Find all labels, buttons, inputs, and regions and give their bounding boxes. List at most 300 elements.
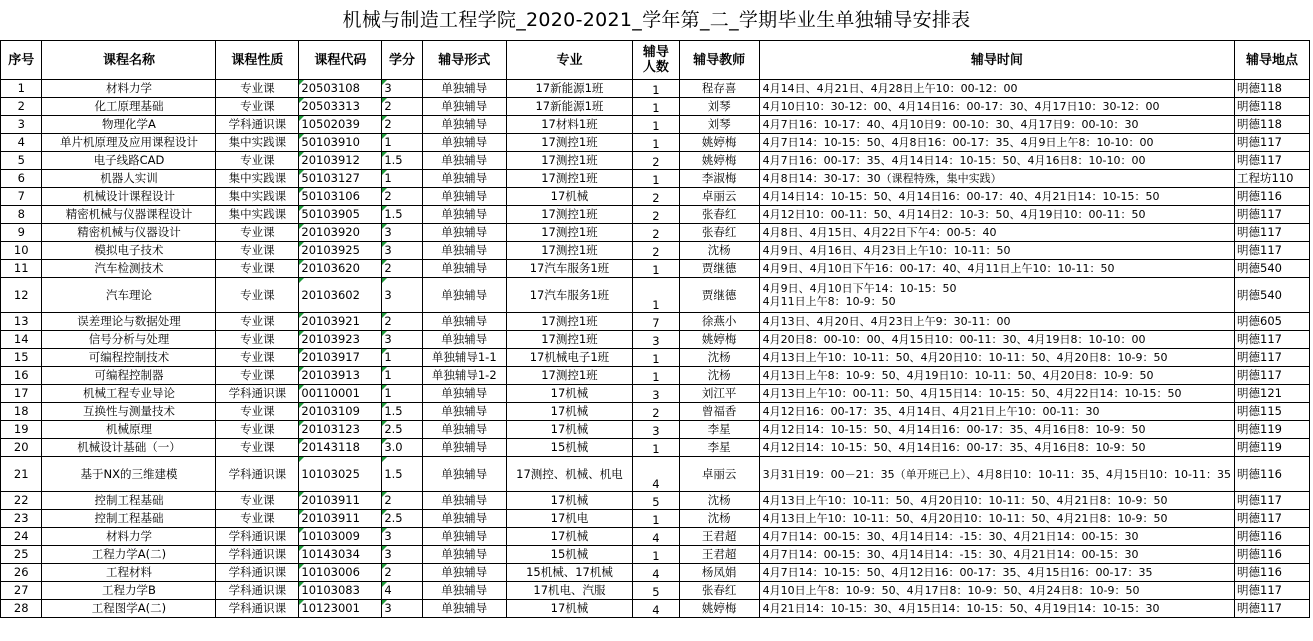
cell-time[interactable]: 4月12日16：00-17：35、4月14日、4月21日上午10：00-11：30 (759, 403, 1234, 421)
cell-course-type[interactable]: 专业课 (216, 349, 299, 367)
cell-count[interactable]: 1 (633, 278, 680, 313)
cell-course-code[interactable]: 20503108 (299, 80, 382, 98)
cell-time[interactable]: 3月31日19：00－21：35（单开班已上）、4月8日10：10-11：35、4月15日10：10-11：35 (759, 457, 1234, 492)
cell-course-name[interactable]: 机械设计课程设计 (42, 188, 216, 206)
cell-count[interactable]: 2 (633, 152, 680, 170)
cell-count[interactable]: 1 (633, 439, 680, 457)
cell-teacher[interactable]: 李淑梅 (679, 170, 759, 188)
cell-course-type[interactable]: 专业课 (216, 421, 299, 439)
cell-count[interactable]: 2 (633, 242, 680, 260)
cell-course-name[interactable]: 可编程控制器 (42, 367, 216, 385)
cell-format[interactable]: 单独辅导 (422, 510, 506, 528)
cell-credit[interactable]: 3 (382, 278, 422, 313)
cell-course-type[interactable]: 集中实践课 (216, 170, 299, 188)
cell-count[interactable]: 1 (633, 260, 680, 278)
cell-course-type[interactable]: 学科通识课 (216, 546, 299, 564)
cell-format[interactable]: 单独辅导 (422, 98, 506, 116)
cell-major[interactable]: 17机械 (506, 600, 632, 618)
cell-major[interactable]: 17测控1班 (506, 134, 632, 152)
cell-major[interactable]: 17测控1班 (506, 152, 632, 170)
header-cell-count[interactable] (633, 41, 680, 80)
cell-time[interactable]: 4月7日16：10-17：40、4月10日9：00-10：30、4月17日9：00-10：30 (759, 116, 1234, 134)
cell-teacher[interactable]: 李星 (679, 439, 759, 457)
cell-format[interactable]: 单独辅导 (422, 80, 506, 98)
cell-course-type[interactable]: 专业课 (216, 439, 299, 457)
cell-time[interactable]: 4月21日14：10-15：30、4月15日14：10-15：50、4月19日14：10-15：30 (759, 600, 1234, 618)
cell-location[interactable]: 明德115 (1235, 403, 1310, 421)
cell-course-type[interactable]: 专业课 (216, 98, 299, 116)
cell-course-type[interactable]: 学科通识课 (216, 582, 299, 600)
cell-course-type[interactable]: 专业课 (216, 403, 299, 421)
cell-format[interactable]: 单独辅导 (422, 582, 506, 600)
cell-credit[interactable]: 2 (382, 492, 422, 510)
cell-time[interactable]: 4月8日、4月15日、4月22日下午4：00-5：40 (759, 224, 1234, 242)
cell-count[interactable]: 2 (633, 206, 680, 224)
cell-credit[interactable]: 3 (382, 331, 422, 349)
header-cell-credit[interactable]: 学分 (382, 41, 422, 80)
cell-location[interactable]: 明德117 (1235, 134, 1310, 152)
cell-index[interactable]: 12 (1, 278, 42, 313)
cell-course-name[interactable]: 汽车检测技术 (42, 260, 216, 278)
cell-major[interactable]: 17机械电子1班 (506, 349, 632, 367)
cell-format[interactable]: 单独辅导 (422, 206, 506, 224)
cell-index[interactable]: 26 (1, 564, 42, 582)
cell-credit[interactable]: 1 (382, 170, 422, 188)
cell-course-code[interactable]: 50103106 (299, 188, 382, 206)
cell-time[interactable]: 4月8日14：30-17：30（课程特殊，集中实践） (759, 170, 1234, 188)
cell-index[interactable]: 20 (1, 439, 42, 457)
cell-teacher[interactable]: 李星 (679, 421, 759, 439)
cell-time[interactable]: 4月9日、4月16日、4月23日上午10：10-11：50 (759, 242, 1234, 260)
cell-location[interactable]: 明德119 (1235, 421, 1310, 439)
cell-course-name[interactable]: 机器人实训 (42, 170, 216, 188)
cell-format[interactable]: 单独辅导 (422, 134, 506, 152)
cell-course-type[interactable]: 专业课 (216, 367, 299, 385)
cell-course-name[interactable]: 汽车理论 (42, 278, 216, 313)
cell-teacher[interactable]: 王君超 (679, 528, 759, 546)
cell-format[interactable]: 单独辅导 (422, 403, 506, 421)
cell-index[interactable]: 8 (1, 206, 42, 224)
cell-index[interactable]: 15 (1, 349, 42, 367)
cell-count[interactable]: 1 (633, 367, 680, 385)
cell-teacher[interactable]: 沈杨 (679, 349, 759, 367)
header-cell-teacher[interactable]: 辅导教师 (679, 41, 759, 80)
cell-course-name[interactable]: 物理化学A (42, 116, 216, 134)
cell-location[interactable]: 明德117 (1235, 152, 1310, 170)
cell-course-name[interactable]: 信号分析与处理 (42, 331, 216, 349)
cell-teacher[interactable]: 刘江平 (679, 385, 759, 403)
cell-major[interactable]: 15机械 (506, 546, 632, 564)
cell-major[interactable]: 17测控1班 (506, 224, 632, 242)
cell-course-type[interactable]: 专业课 (216, 224, 299, 242)
cell-course-type[interactable]: 学科通识课 (216, 457, 299, 492)
cell-course-code[interactable]: 20103123 (299, 421, 382, 439)
cell-index[interactable]: 5 (1, 152, 42, 170)
cell-count[interactable]: 1 (633, 80, 680, 98)
cell-location[interactable]: 明德117 (1235, 331, 1310, 349)
cell-count[interactable]: 5 (633, 582, 680, 600)
cell-course-code[interactable]: 20103620 (299, 260, 382, 278)
cell-teacher[interactable]: 沈杨 (679, 510, 759, 528)
cell-time[interactable]: 4月20日8：00-10：00、4月15日10：00-11：30、4月19日8：10-10：00 (759, 331, 1234, 349)
cell-teacher[interactable]: 张春红 (679, 582, 759, 600)
cell-credit[interactable]: 1.5 (382, 152, 422, 170)
cell-format[interactable]: 单独辅导 (422, 492, 506, 510)
cell-count[interactable]: 2 (633, 403, 680, 421)
cell-format[interactable]: 单独辅导 (422, 528, 506, 546)
cell-location[interactable]: 明德540 (1235, 260, 1310, 278)
cell-course-type[interactable]: 集中实践课 (216, 134, 299, 152)
cell-teacher[interactable]: 沈杨 (679, 492, 759, 510)
cell-major[interactable]: 17机械 (506, 403, 632, 421)
cell-count[interactable]: 1 (633, 546, 680, 564)
cell-location[interactable]: 明德117 (1235, 242, 1310, 260)
cell-major[interactable]: 17测控1班 (506, 313, 632, 331)
cell-course-code[interactable]: 50103127 (299, 170, 382, 188)
cell-credit[interactable]: 3 (382, 224, 422, 242)
cell-index[interactable]: 14 (1, 331, 42, 349)
cell-count[interactable]: 7 (633, 313, 680, 331)
cell-format[interactable]: 单独辅导 (422, 170, 506, 188)
cell-course-code[interactable]: 20103109 (299, 403, 382, 421)
cell-time[interactable]: 4月13日上午10：00-11：50、4月15日14：10-15：50、4月22日14：10-15：50 (759, 385, 1234, 403)
cell-course-code[interactable]: 20103911 (299, 492, 382, 510)
cell-index[interactable]: 6 (1, 170, 42, 188)
cell-location[interactable]: 明德117 (1235, 367, 1310, 385)
cell-course-type[interactable]: 专业课 (216, 260, 299, 278)
cell-course-name[interactable]: 机械工程专业导论 (42, 385, 216, 403)
cell-credit[interactable]: 3.0 (382, 439, 422, 457)
cell-format[interactable]: 单独辅导1-2 (422, 367, 506, 385)
cell-location[interactable]: 明德118 (1235, 116, 1310, 134)
cell-location[interactable]: 明德605 (1235, 313, 1310, 331)
cell-course-code[interactable]: 20103913 (299, 367, 382, 385)
cell-course-code[interactable]: 10103025 (299, 457, 382, 492)
cell-credit[interactable]: 1 (382, 134, 422, 152)
cell-course-name[interactable]: 工程图学A(二) (42, 600, 216, 618)
cell-course-name[interactable]: 可编程控制技术 (42, 349, 216, 367)
cell-credit[interactable]: 2.5 (382, 421, 422, 439)
cell-teacher[interactable]: 贾继德 (679, 260, 759, 278)
cell-major[interactable]: 17机械 (506, 528, 632, 546)
cell-course-name[interactable]: 工程力学B (42, 582, 216, 600)
cell-course-name[interactable]: 机械原理 (42, 421, 216, 439)
cell-teacher[interactable]: 沈杨 (679, 242, 759, 260)
cell-course-code[interactable]: 20103602 (299, 278, 382, 313)
cell-count[interactable]: 1 (633, 170, 680, 188)
cell-course-type[interactable]: 专业课 (216, 278, 299, 313)
cell-teacher[interactable]: 姚婷梅 (679, 152, 759, 170)
cell-time[interactable]: 4月12日14：10-15：50、4月14日16：00-17：35、4月16日8：10-9：50 (759, 439, 1234, 457)
cell-course-code[interactable]: 50103905 (299, 206, 382, 224)
cell-course-code[interactable]: 20503313 (299, 98, 382, 116)
cell-course-name[interactable]: 基于NX的三维建模 (42, 457, 216, 492)
cell-major[interactable]: 17机械 (506, 421, 632, 439)
cell-index[interactable]: 3 (1, 116, 42, 134)
cell-teacher[interactable]: 杨凤娟 (679, 564, 759, 582)
cell-major[interactable]: 17汽车服务1班 (506, 260, 632, 278)
cell-credit[interactable]: 1 (382, 367, 422, 385)
cell-location[interactable]: 明德121 (1235, 385, 1310, 403)
cell-credit[interactable]: 4 (382, 582, 422, 600)
cell-index[interactable]: 28 (1, 600, 42, 618)
cell-location[interactable]: 明德116 (1235, 188, 1310, 206)
cell-location[interactable]: 明德119 (1235, 439, 1310, 457)
cell-major[interactable]: 17测控、机械、机电 (506, 457, 632, 492)
cell-major[interactable]: 17机械 (506, 188, 632, 206)
cell-teacher[interactable]: 卓丽云 (679, 457, 759, 492)
cell-index[interactable]: 13 (1, 313, 42, 331)
cell-count[interactable]: 4 (633, 564, 680, 582)
cell-location[interactable]: 明德118 (1235, 80, 1310, 98)
cell-teacher[interactable]: 程存喜 (679, 80, 759, 98)
cell-course-name[interactable]: 材料力学 (42, 80, 216, 98)
cell-course-code[interactable]: 10123001 (299, 600, 382, 618)
header-cell-course-type[interactable]: 课程性质 (216, 41, 299, 80)
cell-index[interactable]: 10 (1, 242, 42, 260)
cell-course-type[interactable]: 专业课 (216, 313, 299, 331)
cell-time[interactable]: 4月12日14：10-15：50、4月14日16：00-17：35、4月16日8：10-9：50 (759, 421, 1234, 439)
cell-count[interactable]: 4 (633, 528, 680, 546)
cell-format[interactable]: 单独辅导 (422, 116, 506, 134)
cell-index[interactable]: 18 (1, 403, 42, 421)
cell-index[interactable]: 2 (1, 98, 42, 116)
header-cell-format[interactable]: 辅导形式 (422, 41, 506, 80)
cell-course-name[interactable]: 工程力学A(二) (42, 546, 216, 564)
cell-index[interactable]: 21 (1, 457, 42, 492)
cell-format[interactable]: 单独辅导 (422, 278, 506, 313)
cell-credit[interactable]: 2 (382, 98, 422, 116)
cell-location[interactable]: 明德117 (1235, 582, 1310, 600)
cell-course-name[interactable]: 材料力学 (42, 528, 216, 546)
cell-course-type[interactable]: 集中实践课 (216, 188, 299, 206)
cell-count[interactable]: 1 (633, 98, 680, 116)
cell-count[interactable]: 3 (633, 331, 680, 349)
cell-format[interactable]: 单独辅导 (422, 152, 506, 170)
cell-teacher[interactable]: 王君超 (679, 546, 759, 564)
cell-credit[interactable]: 1 (382, 349, 422, 367)
cell-index[interactable]: 19 (1, 421, 42, 439)
cell-course-name[interactable]: 工程材料 (42, 564, 216, 582)
cell-location[interactable]: 明德117 (1235, 600, 1310, 618)
cell-credit[interactable]: 3 (382, 528, 422, 546)
cell-count[interactable]: 1 (633, 116, 680, 134)
cell-course-name[interactable]: 精密机械与仪器设计 (42, 224, 216, 242)
cell-course-code[interactable]: 00110001 (299, 385, 382, 403)
cell-credit[interactable]: 1.5 (382, 457, 422, 492)
cell-credit[interactable]: 2.5 (382, 510, 422, 528)
cell-time[interactable]: 4月9日、4月10日下午14：10-15：50 4月11日上午8：10-9：50 (759, 278, 1234, 313)
cell-course-name[interactable]: 单片机原理及应用课程设计 (42, 134, 216, 152)
cell-time[interactable]: 4月13日上午10：10-11：50、4月20日10：10-11：50、4月21日8：10-9：50 (759, 492, 1234, 510)
cell-location[interactable]: 工程坊110 (1235, 170, 1310, 188)
cell-count[interactable]: 4 (633, 457, 680, 492)
cell-course-name[interactable]: 化工原理基础 (42, 98, 216, 116)
cell-course-type[interactable]: 学科通识课 (216, 600, 299, 618)
cell-count[interactable]: 2 (633, 188, 680, 206)
cell-index[interactable]: 25 (1, 546, 42, 564)
cell-course-name[interactable]: 误差理论与数据处理 (42, 313, 216, 331)
cell-location[interactable]: 明德117 (1235, 206, 1310, 224)
cell-time[interactable]: 4月7日14：00-15：30、4月14日14：-15：30、4月21日14：00-15：30 (759, 528, 1234, 546)
cell-major[interactable]: 15机械 (506, 439, 632, 457)
cell-credit[interactable]: 1.5 (382, 403, 422, 421)
cell-teacher[interactable]: 刘琴 (679, 116, 759, 134)
cell-location[interactable]: 明德116 (1235, 457, 1310, 492)
cell-index[interactable]: 24 (1, 528, 42, 546)
cell-count[interactable]: 1 (633, 349, 680, 367)
cell-time[interactable]: 4月13日上午10：10-11：50、4月20日10：10-11：50、4月21日8：10-9：50 (759, 510, 1234, 528)
cell-format[interactable]: 单独辅导 (422, 564, 506, 582)
cell-major[interactable]: 17测控1班 (506, 331, 632, 349)
cell-teacher[interactable]: 张春红 (679, 206, 759, 224)
cell-course-type[interactable]: 学科通识课 (216, 528, 299, 546)
cell-major[interactable]: 15机械、17机械 (506, 564, 632, 582)
cell-course-code[interactable]: 20103911 (299, 510, 382, 528)
cell-index[interactable]: 4 (1, 134, 42, 152)
cell-credit[interactable]: 1 (382, 385, 422, 403)
cell-course-type[interactable]: 学科通识课 (216, 116, 299, 134)
cell-time[interactable]: 4月7日14：10-15：50、4月8日16：00-17：35、4月9日上午8：10-10：00 (759, 134, 1234, 152)
cell-index[interactable]: 7 (1, 188, 42, 206)
cell-course-code[interactable]: 20103921 (299, 313, 382, 331)
header-cell-index[interactable]: 序号 (1, 41, 42, 80)
cell-major[interactable]: 17测控1班 (506, 242, 632, 260)
cell-major[interactable]: 17测控1班 (506, 367, 632, 385)
cell-format[interactable]: 单独辅导 (422, 457, 506, 492)
cell-location[interactable]: 明德116 (1235, 528, 1310, 546)
cell-course-code[interactable]: 10103009 (299, 528, 382, 546)
cell-teacher[interactable]: 姚婷梅 (679, 331, 759, 349)
cell-course-type[interactable]: 专业课 (216, 242, 299, 260)
cell-teacher[interactable]: 沈杨 (679, 367, 759, 385)
cell-teacher[interactable]: 张春红 (679, 224, 759, 242)
cell-credit[interactable]: 2 (382, 116, 422, 134)
cell-location[interactable]: 明德117 (1235, 224, 1310, 242)
cell-course-code[interactable]: 20103925 (299, 242, 382, 260)
cell-index[interactable]: 16 (1, 367, 42, 385)
cell-course-code[interactable]: 10103006 (299, 564, 382, 582)
cell-time[interactable]: 4月13日、4月20日、4月23日上午9：30-11：00 (759, 313, 1234, 331)
cell-course-code[interactable]: 20143118 (299, 439, 382, 457)
cell-course-code[interactable]: 20103917 (299, 349, 382, 367)
cell-teacher[interactable]: 徐燕小 (679, 313, 759, 331)
cell-course-type[interactable]: 专业课 (216, 152, 299, 170)
cell-course-type[interactable]: 专业课 (216, 331, 299, 349)
cell-location[interactable]: 明德117 (1235, 510, 1310, 528)
cell-course-type[interactable]: 专业课 (216, 80, 299, 98)
cell-major[interactable]: 17机械 (506, 492, 632, 510)
cell-credit[interactable]: 3 (382, 80, 422, 98)
cell-credit[interactable]: 3 (382, 242, 422, 260)
cell-major[interactable]: 17测控1班 (506, 206, 632, 224)
cell-course-type[interactable]: 专业课 (216, 492, 299, 510)
cell-teacher[interactable]: 卓丽云 (679, 188, 759, 206)
cell-format[interactable]: 单独辅导 (422, 421, 506, 439)
cell-time[interactable]: 4月7日14：10-15：50、4月12日16：00-17：35、4月15日16：00-17：35 (759, 564, 1234, 582)
cell-format[interactable]: 单独辅导 (422, 546, 506, 564)
cell-format[interactable]: 单独辅导 (422, 260, 506, 278)
cell-index[interactable]: 1 (1, 80, 42, 98)
cell-index[interactable]: 22 (1, 492, 42, 510)
cell-course-code[interactable]: 50103910 (299, 134, 382, 152)
cell-count[interactable]: 3 (633, 421, 680, 439)
cell-major[interactable]: 17汽车服务1班 (506, 278, 632, 313)
cell-credit[interactable]: 2 (382, 564, 422, 582)
cell-major[interactable]: 17机械 (506, 385, 632, 403)
cell-course-type[interactable]: 学科通识课 (216, 564, 299, 582)
cell-time[interactable]: 4月13日上午8：10-9：50、4月19日10：10-11：50、4月20日8：10-9：50 (759, 367, 1234, 385)
cell-format[interactable]: 单独辅导 (422, 439, 506, 457)
cell-time[interactable]: 4月14日14：10-15：50、4月14日16：00-17：40、4月21日14：10-15：50 (759, 188, 1234, 206)
cell-time[interactable]: 4月7日14：00-15：30、4月14日14：-15：30、4月21日14：00-15：30 (759, 546, 1234, 564)
cell-course-name[interactable]: 控制工程基础 (42, 492, 216, 510)
cell-major[interactable]: 17测控1班 (506, 170, 632, 188)
cell-index[interactable]: 27 (1, 582, 42, 600)
cell-course-code[interactable]: 20103923 (299, 331, 382, 349)
cell-course-code[interactable]: 20103920 (299, 224, 382, 242)
cell-course-type[interactable]: 学科通识课 (216, 385, 299, 403)
cell-course-code[interactable]: 20103912 (299, 152, 382, 170)
cell-credit[interactable]: 3 (382, 600, 422, 618)
cell-credit[interactable]: 3 (382, 546, 422, 564)
cell-course-name[interactable]: 机械设计基础（一） (42, 439, 216, 457)
header-cell-location[interactable]: 辅导地点 (1235, 41, 1310, 80)
cell-count[interactable]: 2 (633, 224, 680, 242)
cell-count[interactable]: 1 (633, 510, 680, 528)
cell-course-type[interactable]: 专业课 (216, 510, 299, 528)
cell-credit[interactable]: 2 (382, 188, 422, 206)
cell-major[interactable]: 17材料1班 (506, 116, 632, 134)
cell-teacher[interactable]: 刘琴 (679, 98, 759, 116)
cell-count[interactable]: 3 (633, 385, 680, 403)
header-cell-time[interactable]: 辅导时间 (759, 41, 1234, 80)
cell-location[interactable]: 明德116 (1235, 564, 1310, 582)
cell-time[interactable]: 4月12日10：00-11：50、4月14日2：10-3：50、4月19日10：00-11：50 (759, 206, 1234, 224)
cell-major[interactable]: 17新能源1班 (506, 80, 632, 98)
cell-teacher[interactable]: 姚婷梅 (679, 134, 759, 152)
cell-teacher[interactable]: 贾继德 (679, 278, 759, 313)
header-cell-course-code[interactable]: 课程代码 (299, 41, 382, 80)
cell-course-name[interactable]: 精密机械与仪器课程设计 (42, 206, 216, 224)
header-cell-course-name[interactable]: 课程名称 (42, 41, 216, 80)
cell-location[interactable]: 明德117 (1235, 349, 1310, 367)
cell-format[interactable]: 单独辅导 (422, 385, 506, 403)
cell-course-name[interactable]: 电子线路CAD (42, 152, 216, 170)
cell-format[interactable]: 单独辅导 (422, 331, 506, 349)
cell-major[interactable]: 17机电 (506, 510, 632, 528)
cell-count[interactable]: 5 (633, 492, 680, 510)
cell-course-name[interactable]: 模拟电子技术 (42, 242, 216, 260)
cell-time[interactable]: 4月10日10：30-12：00、4月14日16：00-17：30、4月17日10：30-12：00 (759, 98, 1234, 116)
cell-course-name[interactable]: 控制工程基础 (42, 510, 216, 528)
cell-index[interactable]: 17 (1, 385, 42, 403)
cell-major[interactable]: 17新能源1班 (506, 98, 632, 116)
header-cell-major[interactable]: 专业 (506, 41, 632, 80)
cell-format[interactable]: 单独辅导 (422, 600, 506, 618)
cell-count[interactable]: 1 (633, 134, 680, 152)
cell-course-code[interactable]: 10143034 (299, 546, 382, 564)
cell-credit[interactable]: 1.5 (382, 206, 422, 224)
cell-major[interactable]: 17机电、汽服 (506, 582, 632, 600)
cell-teacher[interactable]: 曾福香 (679, 403, 759, 421)
cell-course-code[interactable]: 10502039 (299, 116, 382, 134)
cell-time[interactable]: 4月10日上午8：10-9：50、4月17日8：10-9：50、4月24日8：10-9：50 (759, 582, 1234, 600)
cell-index[interactable]: 9 (1, 224, 42, 242)
cell-location[interactable]: 明德117 (1235, 492, 1310, 510)
cell-location[interactable]: 明德540 (1235, 278, 1310, 313)
cell-time[interactable]: 4月9日、4月10日下午16：00-17：40、4月11日上午10：10-11：50 (759, 260, 1234, 278)
